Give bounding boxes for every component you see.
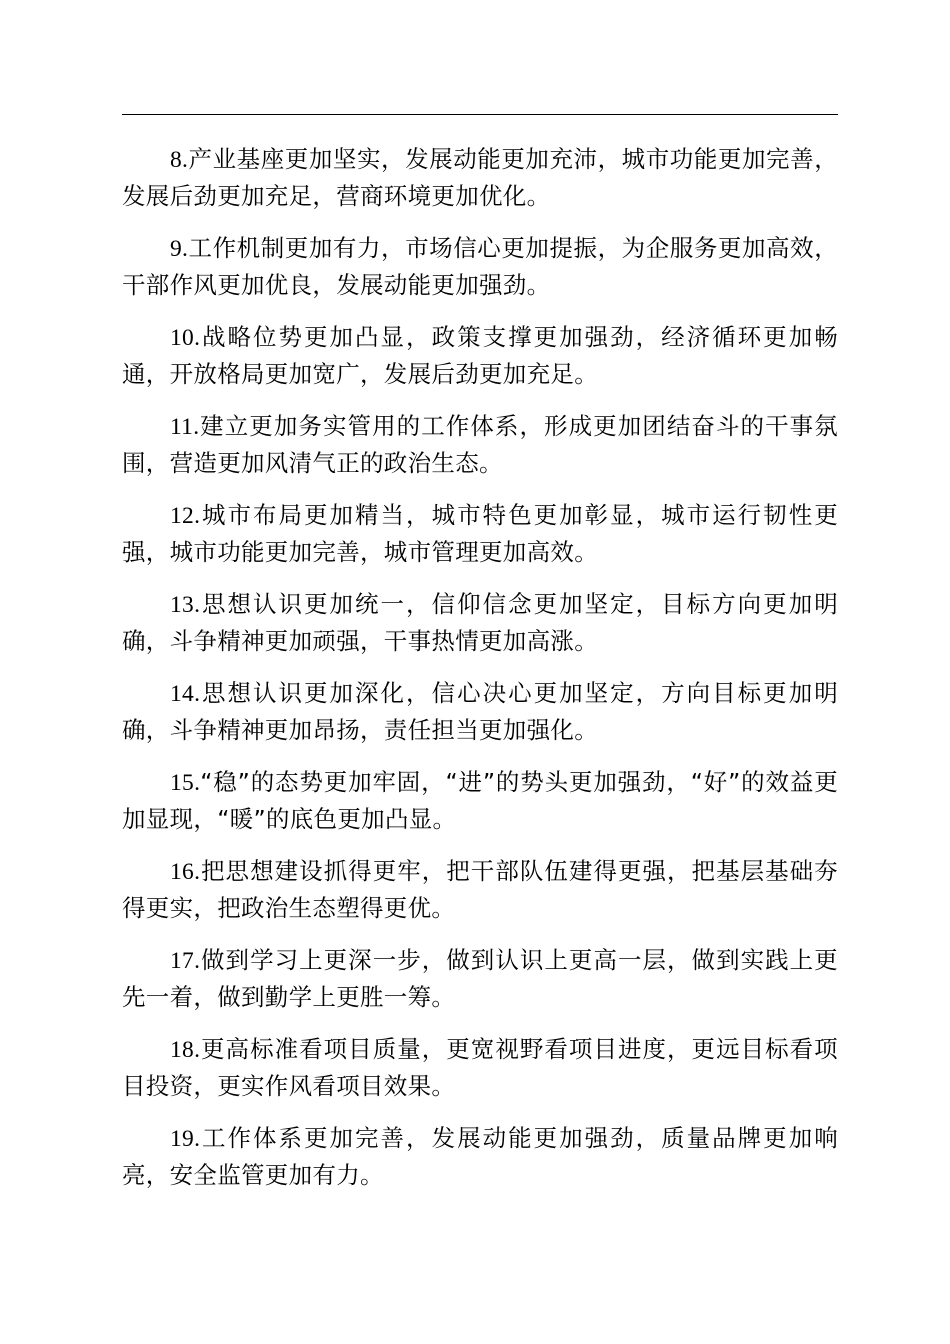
paragraph-15 xyxy=(122,764,838,837)
paragraph-text: 做到学习上更深一步，做到认识上更高一层，做到实践上更先一着，做到勤学上更胜一筹。 xyxy=(122,946,838,1011)
paragraph-14 xyxy=(122,675,838,748)
paragraph-9 xyxy=(122,230,838,303)
paragraph-17 xyxy=(122,942,838,1015)
paragraph-18 xyxy=(122,1031,838,1104)
document-body xyxy=(122,141,838,1209)
paragraph-number: 15. xyxy=(170,770,201,796)
paragraph-text: 思想认识更加深化，信心决心更加坚定，方向目标更加明确，斗争精神更加昂扬，责任担当更加强化。 xyxy=(122,679,838,744)
paragraph-text: 更高标准看项目质量，更宽视野看项目进度，更远目标看项目投资，更实作风看项目效果。 xyxy=(122,1035,838,1100)
paragraph-13 xyxy=(122,586,838,659)
paragraph-19 xyxy=(122,1120,838,1193)
paragraph-11 xyxy=(122,408,838,481)
paragraph-10 xyxy=(122,319,838,392)
paragraph-number: 16. xyxy=(170,859,201,885)
paragraph-text: 产业基座更加坚实，发展动能更加充沛，城市功能更加完善，发展后劲更加充足，营商环境更加优化。 xyxy=(122,145,838,210)
paragraph-text: 工作体系更加完善，发展动能更加强劲，质量品牌更加响亮，安全监管更加有力。 xyxy=(122,1124,838,1189)
paragraph-number: 18. xyxy=(170,1037,201,1063)
paragraph-text: 建立更加务实管用的工作体系，形成更加团结奋斗的干事氛围，营造更加风清气正的政治生态。 xyxy=(122,412,838,477)
paragraph-number: 13. xyxy=(170,592,201,618)
paragraph-number: 17. xyxy=(170,948,201,974)
paragraph-16 xyxy=(122,853,838,926)
paragraph-number: 12. xyxy=(170,503,201,529)
paragraph-number: 11. xyxy=(170,414,200,440)
paragraph-text: “稳”的态势更加牢固，“进”的势头更加强劲，“好”的效益更加显现，“暖”的底色更加凸显。 xyxy=(122,768,838,833)
paragraph-text: 思想认识更加统一，信仰信念更加坚定，目标方向更加明确，斗争精神更加顽强，干事热情更加高涨。 xyxy=(122,590,838,655)
paragraph-number: 10. xyxy=(170,325,201,351)
header-rule xyxy=(122,114,838,115)
paragraph-number: 9. xyxy=(170,236,189,262)
paragraph-number: 14. xyxy=(170,681,201,707)
paragraph-text: 工作机制更加有力，市场信心更加提振，为企服务更加高效，干部作风更加优良，发展动能更加强劲。 xyxy=(122,234,838,299)
paragraph-number: 19. xyxy=(170,1126,201,1152)
paragraph-text: 把思想建设抓得更牢，把干部队伍建得更强，把基层基础夯得更实，把政治生态塑得更优。 xyxy=(122,857,838,922)
paragraph-number: 8. xyxy=(170,147,189,173)
paragraph-8 xyxy=(122,141,838,214)
paragraph-12 xyxy=(122,497,838,570)
paragraph-text: 战略位势更加凸显，政策支撑更加强劲，经济循环更加畅通，开放格局更加宽广，发展后劲更加充足。 xyxy=(122,323,838,388)
paragraph-text: 城市布局更加精当，城市特色更加彰显，城市运行韧性更强，城市功能更加完善，城市管理更加高效。 xyxy=(122,501,838,566)
